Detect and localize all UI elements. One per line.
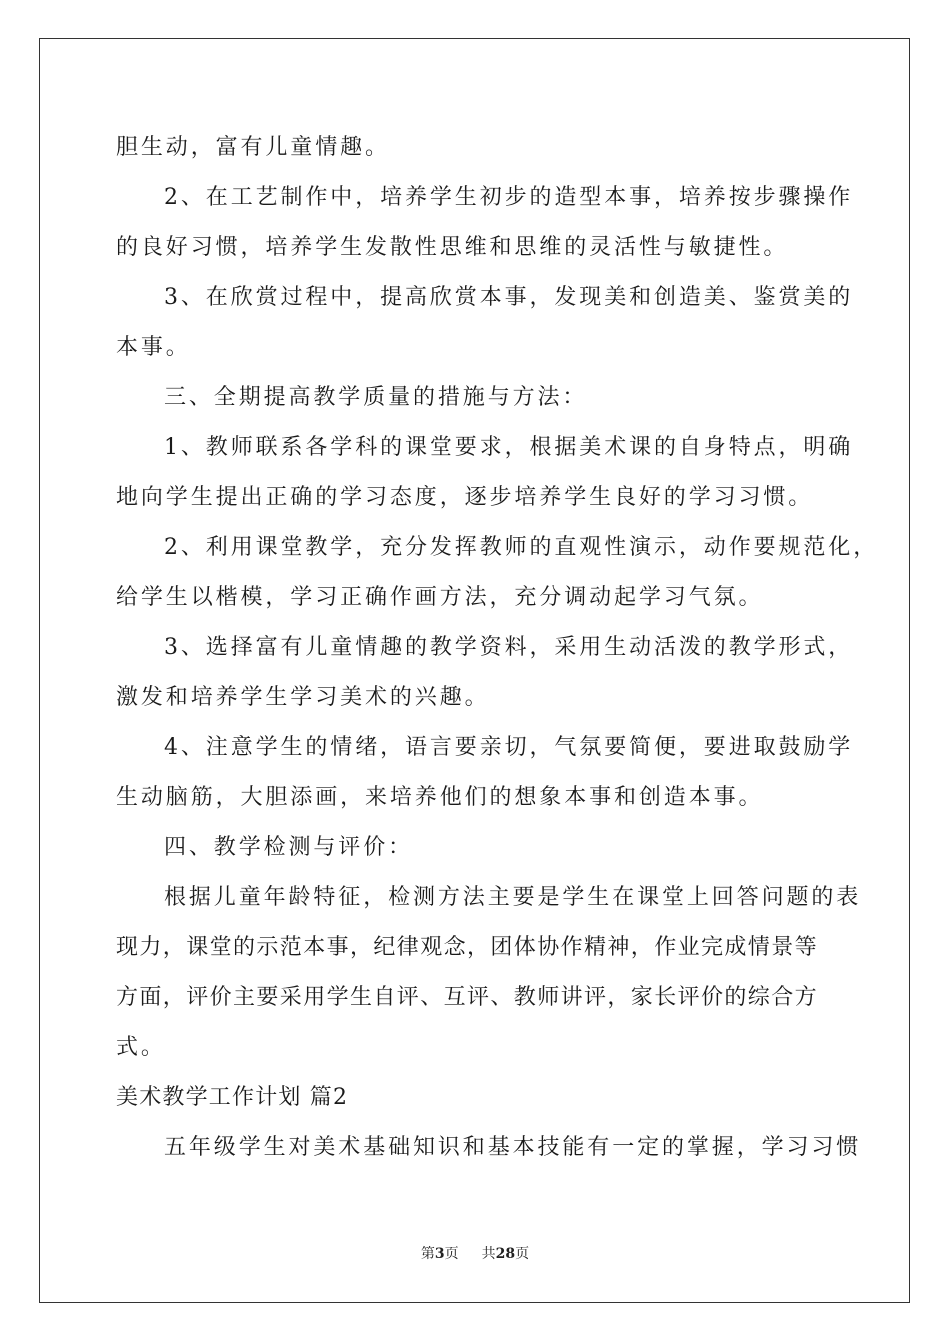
text-line: 现力，课堂的示范本事，纪律观念，团体协作精神，作业完成情景等: [116, 935, 819, 960]
section-title: 美术教学工作计划 篇2: [116, 1085, 349, 1110]
text-line: 地向学生提出正确的学习态度，逐步培养学生良好的学习习惯。: [116, 485, 814, 510]
footer-total-prefix: 共: [481, 1246, 496, 1262]
footer-total-pages: 28: [495, 1246, 516, 1262]
footer-page-prefix: 第: [420, 1246, 435, 1262]
text-line: 方面，评价主要采用学生自评、互评、教师讲评，家长评价的综合方: [116, 985, 819, 1010]
text-line: 五年级学生对美术基础知识和基本技能有一定的掌握，学习习惯: [164, 1135, 862, 1160]
text-line: 式。: [116, 1035, 166, 1060]
footer-page-number: 3: [434, 1246, 445, 1262]
text-line: 给学生以楷模，学习正确作画方法，充分调动起学习气氛。: [116, 585, 764, 610]
text-line: 胆生动，富有儿童情趣。: [116, 135, 390, 160]
text-line: 3、在欣赏过程中，提高欣赏本事，发现美和创造美、鉴赏美的: [164, 285, 854, 310]
text-line: 2、利用课堂教学，充分发挥教师的直观性演示，动作要规范化，: [164, 535, 879, 560]
footer-total-suffix: 页: [515, 1246, 530, 1262]
text-line: 3、选择富有儿童情趣的教学资料，采用生动活泼的教学形式，: [164, 635, 854, 660]
text-line: 2、在工艺制作中，培养学生初步的造型本事，培养按步骤操作: [164, 185, 854, 210]
text-line: 的良好习惯，培养学生发散性思维和思维的灵活性与敏捷性。: [116, 235, 789, 260]
text-line: 生动脑筋，大胆添画，来培养他们的想象本事和创造本事。: [116, 785, 764, 810]
text-line: 本事。: [116, 335, 191, 360]
section-heading: 四、教学检测与评价：: [164, 835, 414, 860]
text-line: 1、教师联系各学科的课堂要求，根据美术课的自身特点，明确: [164, 435, 854, 460]
section-heading: 三、全期提高教学质量的措施与方法：: [164, 385, 588, 410]
text-line: 根据儿童年龄特征，检测方法主要是学生在课堂上回答问题的表: [164, 885, 862, 910]
text-line: 激发和培养学生学习美术的兴趣。: [116, 685, 490, 710]
page-footer: [0, 1243, 950, 1263]
footer-page-suffix: 页: [444, 1246, 459, 1262]
text-line: 4、注意学生的情绪，语言要亲切，气氛要简便，要进取鼓励学: [164, 735, 854, 760]
